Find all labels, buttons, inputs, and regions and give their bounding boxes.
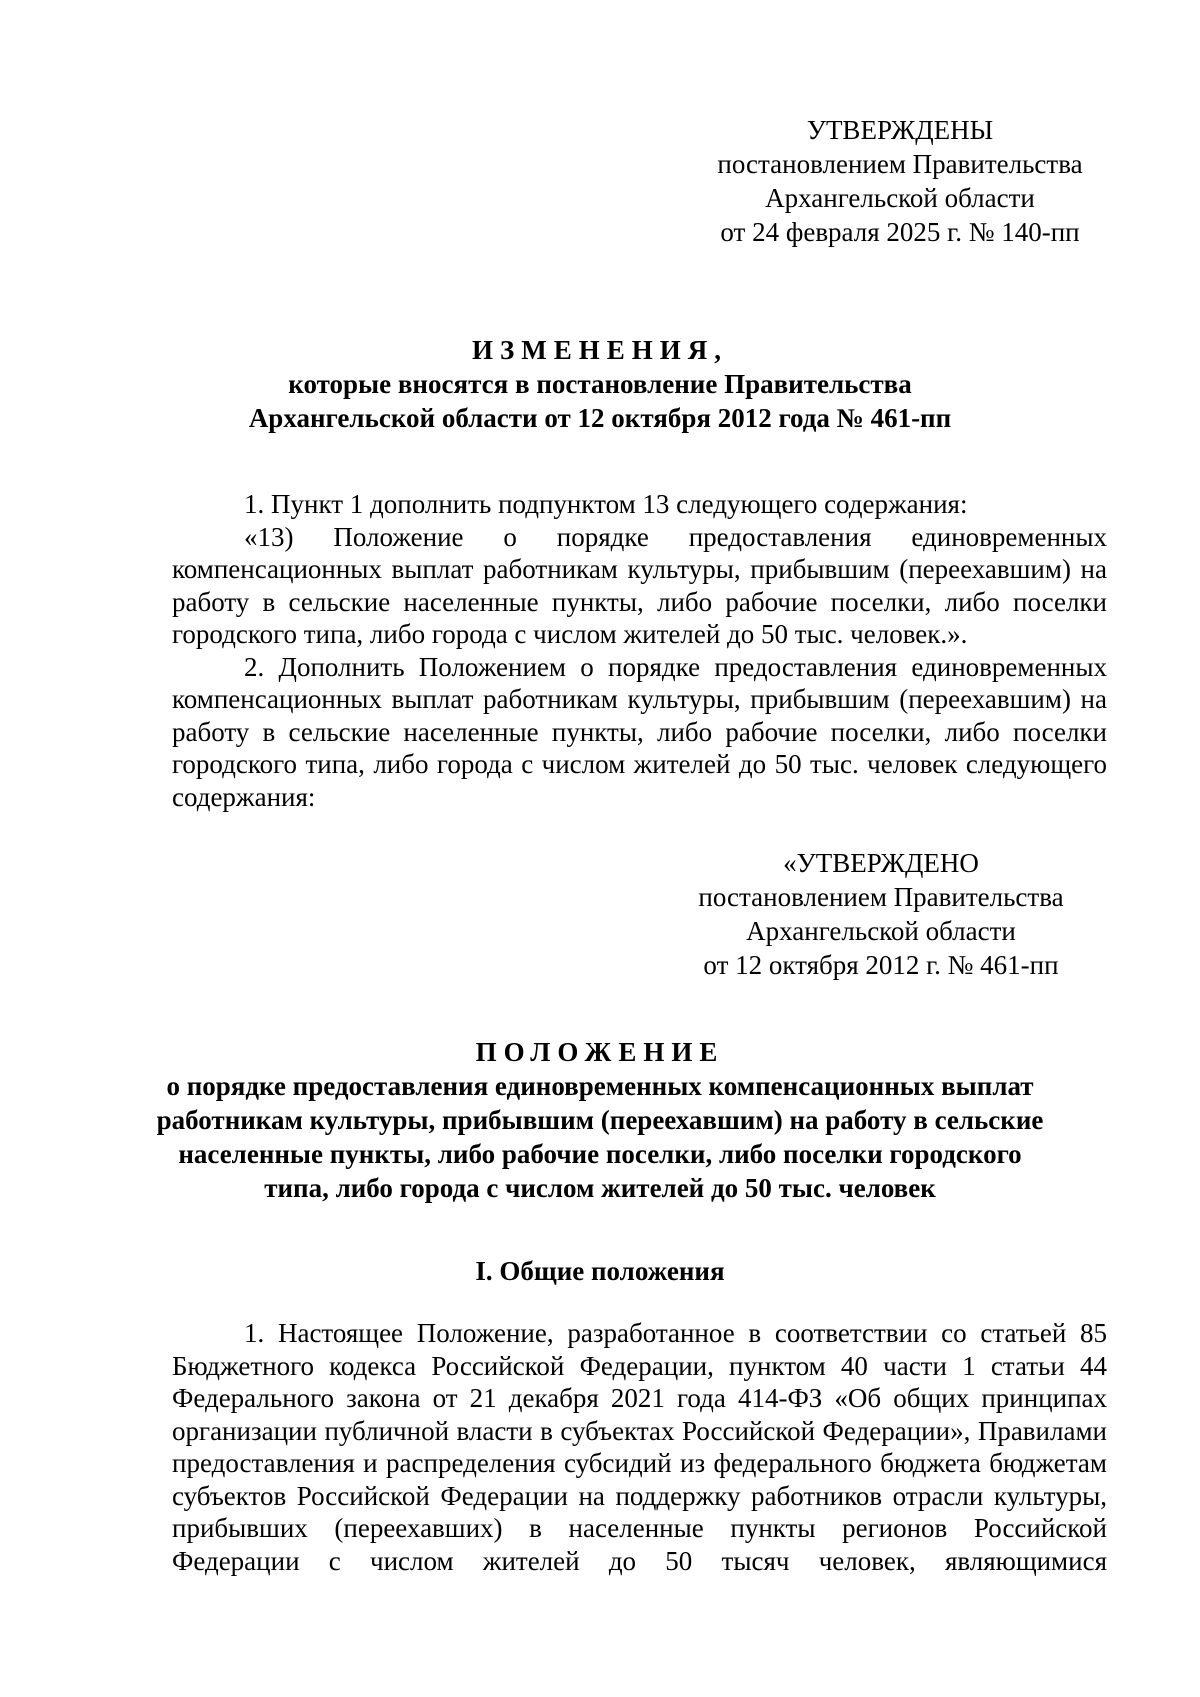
- approval-date: от 24 февраля 2025 г. № 140-пп: [720, 217, 1080, 247]
- regulation-title: ПОЛОЖЕНИЕ: [475, 1037, 725, 1067]
- approval-title: «УТВЕРЖДЕНО: [783, 848, 979, 878]
- approval-date: от 12 октября 2012 г. № 461-пп: [703, 950, 1059, 980]
- paragraph: 1. Настоящее Положение, разработанное в соответствии со статьей 85 Бюджетного кодекса Российской Федерации, пунктом 40 части 1 статьи 44 Федерального закона от 21 декабря 2021 года 414-ФЗ «Об общих принципах организации публичной власти в субъектах Российской Федерации», Правилами предоставления и распределения субсидий из федерального бюджета бюджетам субъектов Российской Федерации на поддержку работников отрасли культуры, прибывших (переехавших) в населенные пункты регионов Российской Федерации с числом жителей до 50 тысяч человек, являющимися: [172, 1318, 1107, 1576]
- approval-line: постановлением Правительства: [698, 882, 1064, 912]
- changes-subtitle-line: которые вносятся в постановление Правительства: [288, 369, 912, 399]
- changes-title: ИЗМЕНЕНИЯ,: [471, 335, 728, 365]
- section-heading: [150, 1254, 1050, 1288]
- regulation-subtitle-line: населенные пункты, либо рабочие поселки, либо поселки городского: [178, 1139, 1022, 1169]
- changes-body: [172, 488, 1107, 813]
- regulation-subtitle-line: типа, либо города с числом жителей до 50 тыс. человек: [264, 1173, 936, 1203]
- approval-line: постановлением Правительства: [717, 149, 1083, 179]
- regulation-subtitle-line: работникам культуры, прибывшим (переехавшим) на работу в сельские: [156, 1105, 1044, 1135]
- paragraph: 2. Дополнить Положением о порядке предоставления единовременных компенсационных выплат работникам культуры, прибывшим (переехавшим) на работу в сельские населенные пункты, либо рабочие поселки, либо поселки городского типа, либо города с числом жителей до 50 тыс. человек следующего содержания:: [172, 651, 1107, 812]
- approval-stamp-top: [695, 113, 1105, 249]
- changes-subtitle-line: Архангельской области от 12 октября 2012 года № 461-пп: [248, 403, 952, 433]
- approval-title: УТВЕРЖДЕНЫ: [806, 115, 994, 145]
- paragraph: «13) Положение о порядке предоставления единовременных компенсационных выплат работникам культуры, прибывшим (переехавшим) на работу в сельские населенные пункты, либо рабочие поселки, либо поселки городского типа, либо города с числом жителей до 50 тыс. человек.».: [172, 521, 1107, 649]
- section-title: I. Общие положения: [475, 1256, 725, 1286]
- approval-line: Архангельской области: [765, 183, 1035, 213]
- approval-stamp-quoted: [676, 846, 1086, 982]
- general-provisions-body: [172, 1317, 1107, 1577]
- changes-heading: [150, 333, 1050, 435]
- paragraph: 1. Пункт 1 дополнить подпунктом 13 следующего содержания:: [244, 489, 968, 519]
- regulation-heading: [150, 1035, 1050, 1205]
- approval-line: Архангельской области: [746, 916, 1016, 946]
- regulation-subtitle-line: о порядке предоставления единовременных компенсационных выплат: [166, 1071, 1034, 1101]
